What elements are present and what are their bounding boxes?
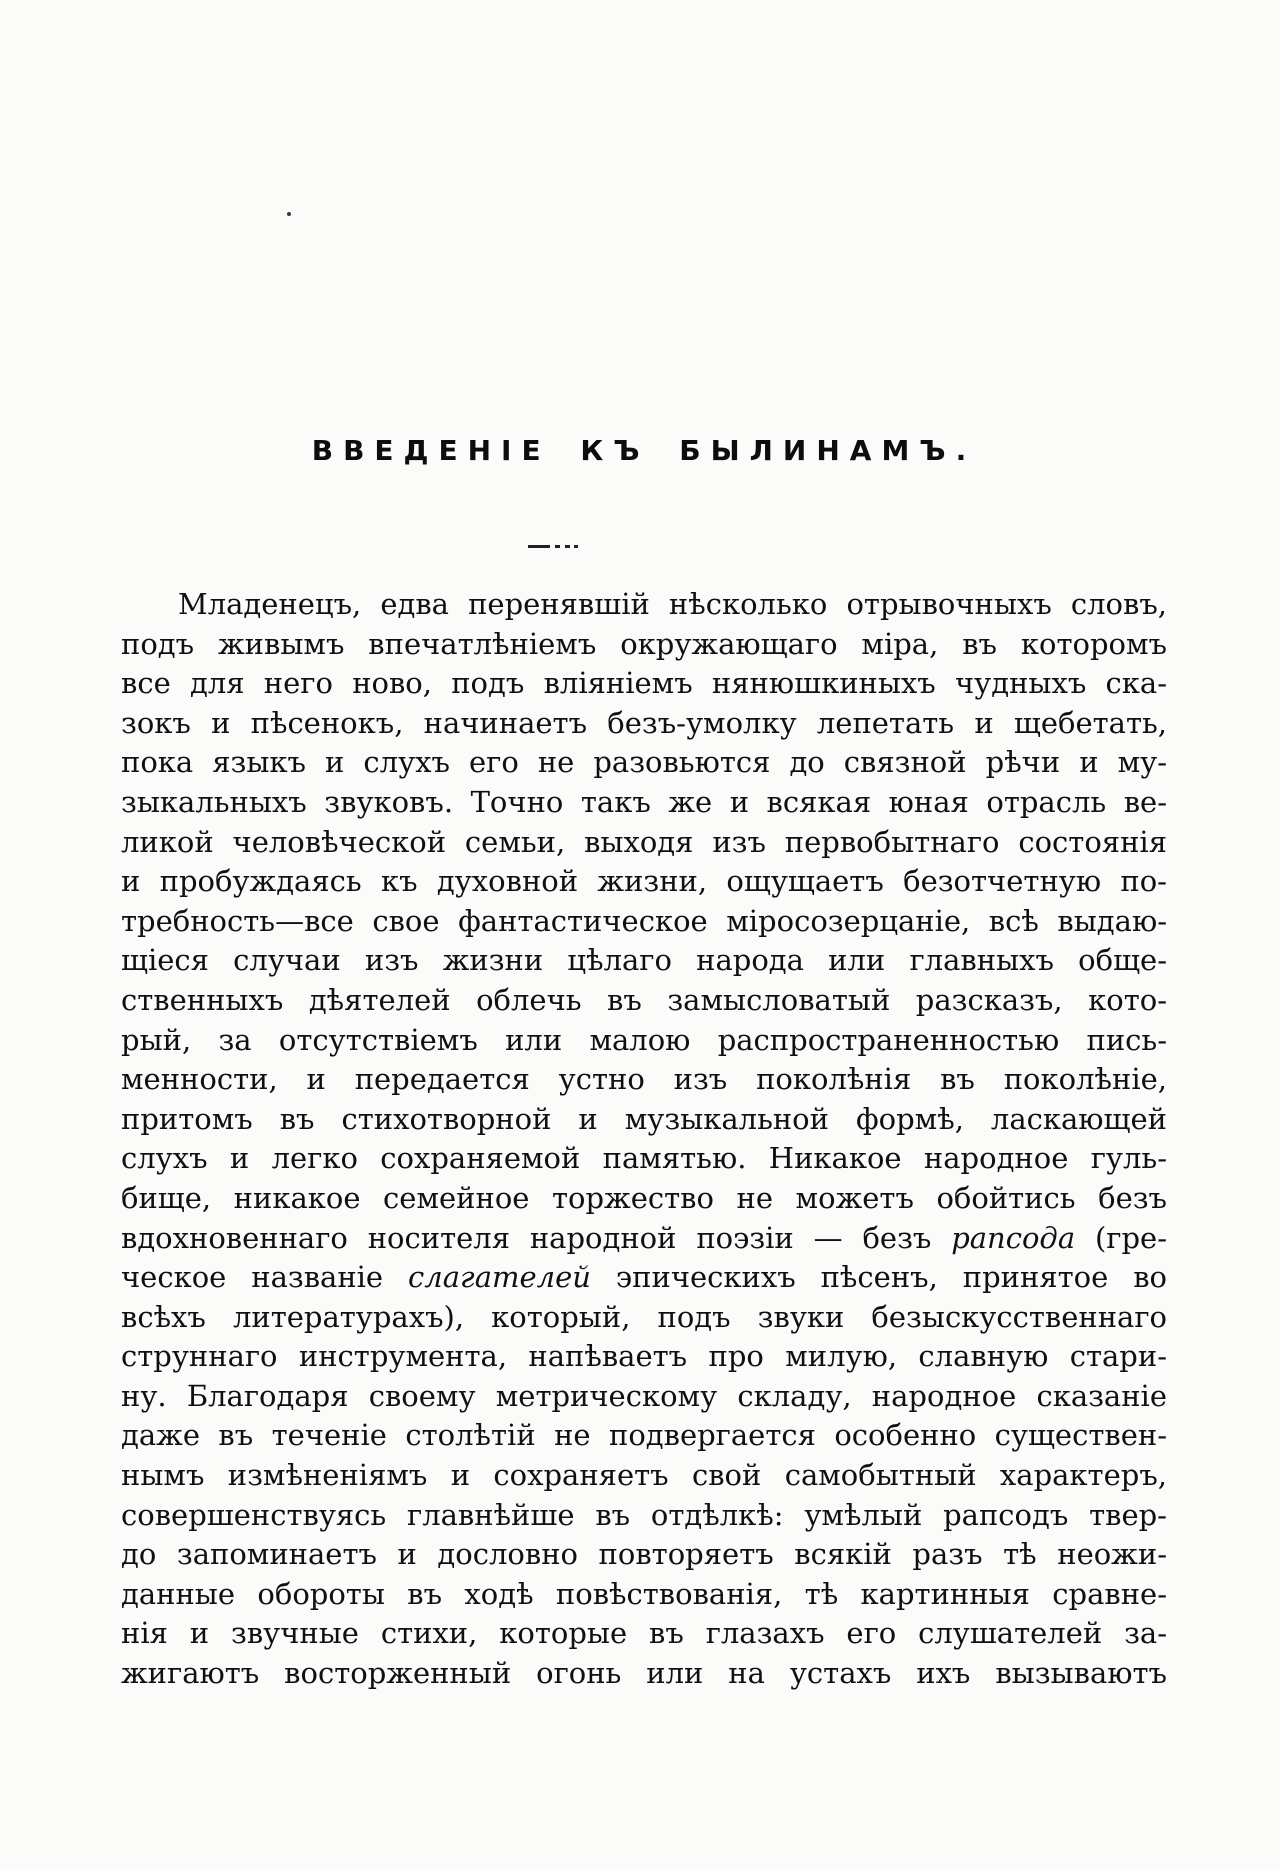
paragraph [121,585,1167,1694]
text-line: зыкальныхъ звуковъ. Точно такъ же и всякая юная отрасль ве- [121,784,1167,819]
text-line: вдохновеннаго носителя народной поэзіи — безъ рапсода (гре- [121,1220,1167,1255]
text-line: струннаго инструмента, напѣваетъ про милую, славную стари- [121,1339,1167,1374]
title-ornament [528,545,578,548]
text-line: нымъ измѣненіямъ и сохраняетъ свой самобытный характеръ, [121,1458,1167,1493]
text-line: даже въ теченіе столѣтій не подвергается особенно существен- [121,1418,1167,1453]
text-line: требность—все свое фантастическое міросозерцаніе, всѣ выдаю- [121,903,1167,938]
text-line: жигаютъ восторженный огонь или на устахъ ихъ вызываютъ [121,1656,1167,1691]
text-line: притомъ въ стихотворной и музыкальной формѣ, ласкающей [121,1101,1167,1136]
text-line: Младенецъ, едва перенявшій нѣсколько отрывочныхъ словъ, [178,587,1167,621]
text-line: ликой человѣческой семьи, выходя изъ первобытнаго состоянія [121,824,1167,859]
text-line: все для него ново, подъ вліяніемъ нянюшкиныхъ чудныхъ ска- [121,666,1167,701]
text-line: ственныхъ дѣятелей облечь въ замысловатый разсказъ, кото- [121,982,1167,1017]
text-line: совершенствуясь главнѣйше въ отдѣлкѣ: умѣлый рапсодъ твер- [121,1497,1167,1532]
text-line: ческое названіе слагателей эпическихъ пѣсенъ, принятое во [121,1260,1168,1295]
text-line: данные обороты въ ходѣ повѣствованія, тѣ картинныя сравне- [121,1576,1167,1611]
text-line: и пробуждаясь къ духовной жизни, ощущаетъ безотчетную по- [121,864,1167,899]
text-line: менности, и передается устно изъ поколѣнія въ поколѣніе, [121,1062,1167,1097]
text-line: бище, никакое семейное торжество не можетъ обойтись безъ [121,1180,1167,1215]
text-line: подъ живымъ впечатлѣніемъ окружающаго міра, въ которомъ [121,626,1167,661]
text-line: нія и звучные стихи, которые въ глазахъ его слушателей за- [121,1616,1167,1651]
text-line: зокъ и пѣсенокъ, начинаетъ безъ-умолку лепетать и щебетать, [121,705,1167,740]
text-line: до запоминаетъ и дословно повторяетъ всякій разъ тѣ неожи- [121,1537,1167,1572]
text-line: щіеся случаи изъ жизни цѣлаго народа или главныхъ обще- [121,943,1167,978]
text-line: всѣхъ литературахъ), который, подъ звуки безыскусственнаго [121,1299,1167,1334]
scan-artifact-dot [287,212,291,216]
text-line: рый, за отсутствіемъ или малою распространенностью пись- [121,1022,1167,1057]
text-line: пока языкъ и слухъ его не разовьются до связной рѣчи и му- [121,745,1167,780]
chapter-title: ВВЕДЕНІЕ КЪ БЫЛИНАМЪ. [311,434,977,467]
text-line: ну. Благодаря своему метрическому складу, народное сказаніе [121,1378,1167,1413]
text-line: слухъ и легко сохраняемой памятью. Никакое народное гуль- [121,1141,1167,1176]
